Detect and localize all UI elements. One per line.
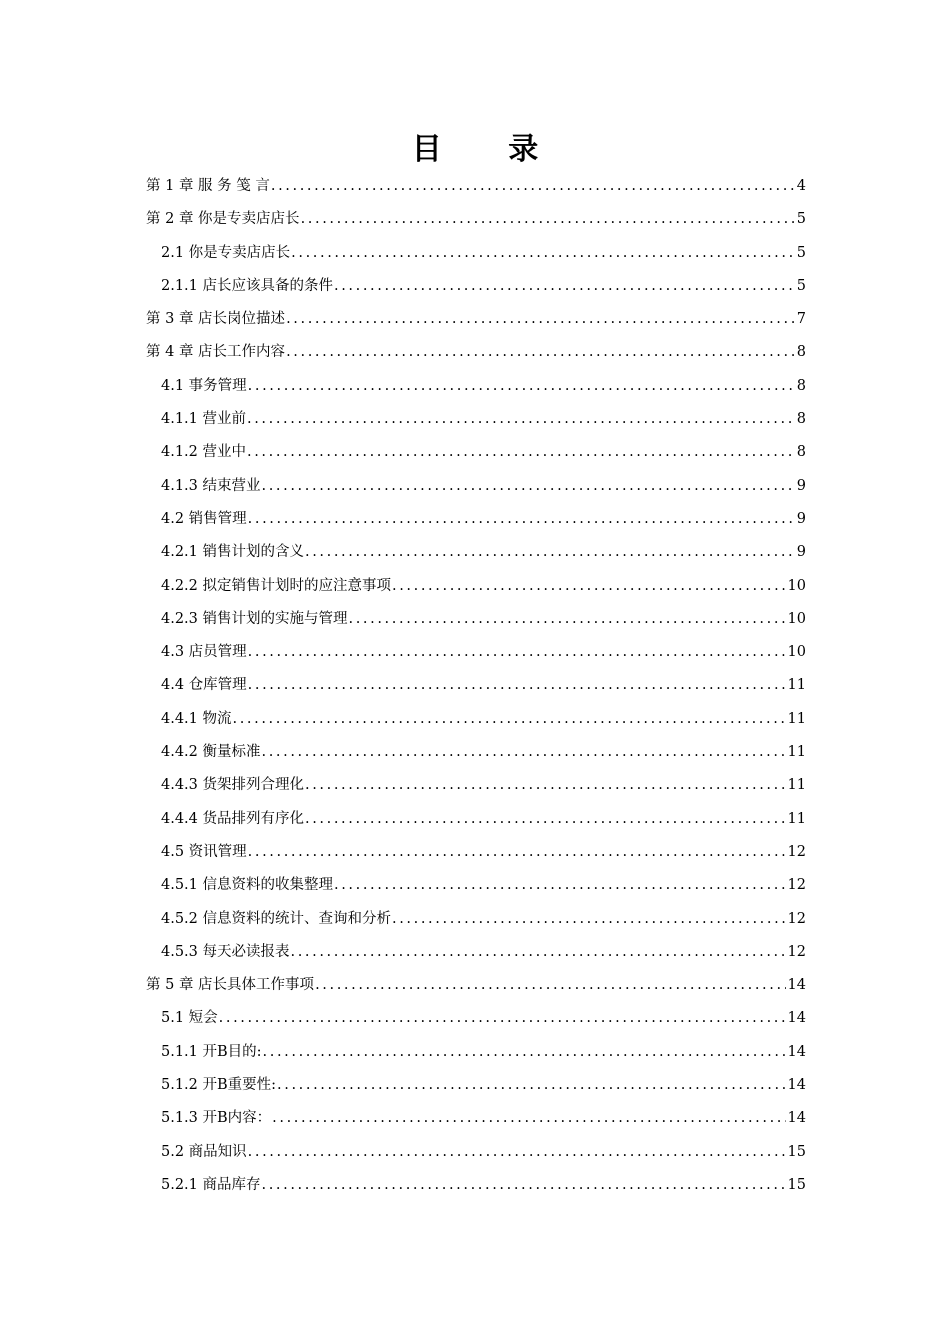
- dot-leader: [271, 170, 795, 203]
- toc-entry-page-number: 8: [796, 377, 806, 394]
- toc-entry-page-number: 14: [787, 1077, 806, 1094]
- toc-entry-label: 5.1.2 开B重要性:: [161, 1077, 277, 1094]
- toc-entry-page-number: 12: [787, 877, 806, 894]
- toc-entry-label: 4.5 资讯管理: [161, 843, 247, 860]
- dot-leader: [248, 636, 786, 669]
- toc-entry-label: 4.4.1 物流: [161, 710, 232, 727]
- toc-entry-page-number: 14: [787, 1043, 806, 1060]
- toc-entry[interactable]: [146, 603, 806, 636]
- toc-entry[interactable]: [146, 470, 806, 503]
- toc-entry[interactable]: [146, 303, 806, 336]
- toc-entry-page-number: 12: [787, 843, 806, 860]
- dot-leader: [248, 836, 786, 869]
- toc-entry-label: 4.5.2 信息资料的统计、查询和分析: [161, 910, 392, 927]
- dot-leader: [219, 1002, 786, 1035]
- toc-entry[interactable]: [146, 570, 806, 603]
- toc-entry[interactable]: [146, 736, 806, 769]
- toc-entry[interactable]: [146, 703, 806, 736]
- toc-entry[interactable]: [146, 836, 806, 869]
- toc-entry-page-number: 8: [796, 444, 806, 461]
- toc-entry-label: 5.2 商品知识: [161, 1143, 247, 1160]
- dot-leader: [286, 303, 795, 336]
- dot-leader: [334, 270, 795, 303]
- toc-entry-page-number: 11: [787, 777, 806, 794]
- toc-entry-label: 4.2.1 销售计划的含义: [161, 544, 305, 561]
- toc-entry-page-number: 11: [787, 677, 806, 694]
- toc-entry-label: 4.2.2 拟定销售计划时的应注意事项: [161, 577, 392, 594]
- dot-leader: [262, 470, 795, 503]
- toc-entry[interactable]: [146, 436, 806, 469]
- toc-entry[interactable]: [146, 203, 806, 236]
- toc-entry-page-number: 10: [787, 577, 806, 594]
- toc-entry-page-number: 11: [787, 744, 806, 761]
- toc-entry[interactable]: [146, 1036, 806, 1069]
- toc-entry-label: 4.2.3 销售计划的实施与管理: [161, 610, 348, 627]
- dot-leader: [247, 403, 795, 436]
- toc-entry-page-number: 5: [796, 244, 806, 261]
- dot-leader: [247, 436, 795, 469]
- toc-entry[interactable]: [146, 969, 806, 1002]
- toc-entry-page-number: 14: [787, 1110, 806, 1127]
- toc-entry-page-number: 10: [787, 644, 806, 661]
- toc-list: [146, 170, 806, 1202]
- toc-entry-page-number: 10: [787, 610, 806, 627]
- toc-entry-label: 5.1 短会: [161, 1010, 218, 1027]
- dot-leader: [248, 370, 795, 403]
- toc-entry-page-number: 5: [796, 211, 806, 228]
- toc-entry-label: 5.1.3 开B内容：: [161, 1110, 272, 1127]
- toc-entry-page-number: 14: [787, 1010, 806, 1027]
- dot-leader: [277, 1069, 786, 1102]
- toc-entry-label: 5.1.1 开B目的:: [161, 1043, 262, 1060]
- toc-entry-label: 4.1.3 结束营业: [161, 477, 261, 494]
- toc-entry[interactable]: [146, 1102, 806, 1135]
- dot-leader: [272, 1102, 785, 1135]
- toc-entry-label: 第 3 章 店长岗位描述: [146, 311, 286, 328]
- toc-entry[interactable]: [146, 936, 806, 969]
- dot-leader: [248, 669, 786, 702]
- toc-entry-page-number: 11: [787, 810, 806, 827]
- toc-entry[interactable]: [146, 769, 806, 802]
- toc-entry-label: 4.5.1 信息资料的收集整理: [161, 877, 334, 894]
- dot-leader: [248, 503, 795, 536]
- toc-entry-label: 4.1.2 营业中: [161, 444, 247, 461]
- dot-leader: [233, 703, 786, 736]
- toc-entry[interactable]: [146, 1069, 806, 1102]
- toc-entry-label: 第 2 章 你是专卖店店长: [146, 211, 300, 228]
- dot-leader: [349, 603, 786, 636]
- toc-entry[interactable]: [146, 336, 806, 369]
- toc-entry-label: 第 4 章 店长工作内容: [146, 344, 286, 361]
- toc-entry-page-number: 12: [787, 943, 806, 960]
- dot-leader: [315, 969, 785, 1002]
- toc-entry-page-number: 8: [796, 411, 806, 428]
- dot-leader: [286, 336, 795, 369]
- dot-leader: [392, 903, 786, 936]
- dot-leader: [262, 736, 786, 769]
- toc-entry[interactable]: [146, 237, 806, 270]
- toc-entry-label: 4.4.2 衡量标准: [161, 744, 261, 761]
- toc-entry-label: 第 5 章 店长具体工作事项: [146, 977, 315, 994]
- toc-entry-page-number: 7: [796, 311, 806, 328]
- toc-entry[interactable]: [146, 170, 806, 203]
- dot-leader: [291, 936, 786, 969]
- toc-title: 目 录: [411, 132, 567, 167]
- toc-entry[interactable]: [146, 903, 806, 936]
- toc-entry[interactable]: [146, 669, 806, 702]
- toc-entry-label: 2.1.1 店长应该具备的条件: [161, 277, 334, 294]
- toc-entry-label: 4.4.3 货架排列合理化: [161, 777, 305, 794]
- toc-entry-page-number: 5: [796, 277, 806, 294]
- toc-entry[interactable]: [146, 803, 806, 836]
- toc-entry-label: 4.4.4 货品排列有序化: [161, 810, 305, 827]
- toc-entry-page-number: 15: [787, 1143, 806, 1160]
- toc-entry-label: 4.2 销售管理: [161, 510, 247, 527]
- toc-entry-label: 4.3 店员管理: [161, 644, 247, 661]
- toc-entry-label: 4.1 事务管理: [161, 377, 247, 394]
- toc-entry[interactable]: [146, 403, 806, 436]
- toc-entry-page-number: 14: [787, 977, 806, 994]
- toc-entry[interactable]: [146, 503, 806, 536]
- dot-leader: [262, 1169, 786, 1202]
- dot-leader: [305, 536, 795, 569]
- dot-leader: [301, 203, 795, 236]
- toc-entry-page-number: 9: [796, 544, 806, 561]
- toc-entry-page-number: 9: [796, 477, 806, 494]
- toc-entry-label: 2.1 你是专卖店店长: [161, 244, 291, 261]
- toc-entry[interactable]: [146, 270, 806, 303]
- toc-entry-page-number: 9: [796, 510, 806, 527]
- toc-entry[interactable]: [146, 636, 806, 669]
- toc-entry-label: 4.5.3 每天必读报表: [161, 943, 290, 960]
- dot-leader: [291, 237, 795, 270]
- dot-leader: [305, 803, 786, 836]
- toc-entry[interactable]: [146, 536, 806, 569]
- dot-leader: [263, 1036, 786, 1069]
- toc-entry[interactable]: [146, 1136, 806, 1169]
- toc-entry-label: 4.4 仓库管理: [161, 677, 247, 694]
- toc-entry[interactable]: [146, 1002, 806, 1035]
- toc-entry-page-number: 4: [796, 178, 806, 194]
- toc-entry-label: 5.2.1 商品库存: [161, 1176, 261, 1193]
- toc-entry-label: 4.1.1 营业前: [161, 411, 247, 428]
- toc-entry[interactable]: [146, 370, 806, 403]
- toc-entry-label: 第 1 章 服 务 笺 言: [146, 178, 270, 194]
- dot-leader: [248, 1136, 786, 1169]
- toc-entry-page-number: 11: [787, 710, 806, 727]
- toc-entry[interactable]: [146, 869, 806, 902]
- dot-leader: [305, 769, 786, 802]
- toc-entry-page-number: 12: [787, 910, 806, 927]
- toc-entry-page-number: 8: [796, 344, 806, 361]
- dot-leader: [392, 570, 786, 603]
- toc-entry[interactable]: [146, 1169, 806, 1202]
- dot-leader: [334, 869, 786, 902]
- toc-entry-page-number: 15: [787, 1176, 806, 1193]
